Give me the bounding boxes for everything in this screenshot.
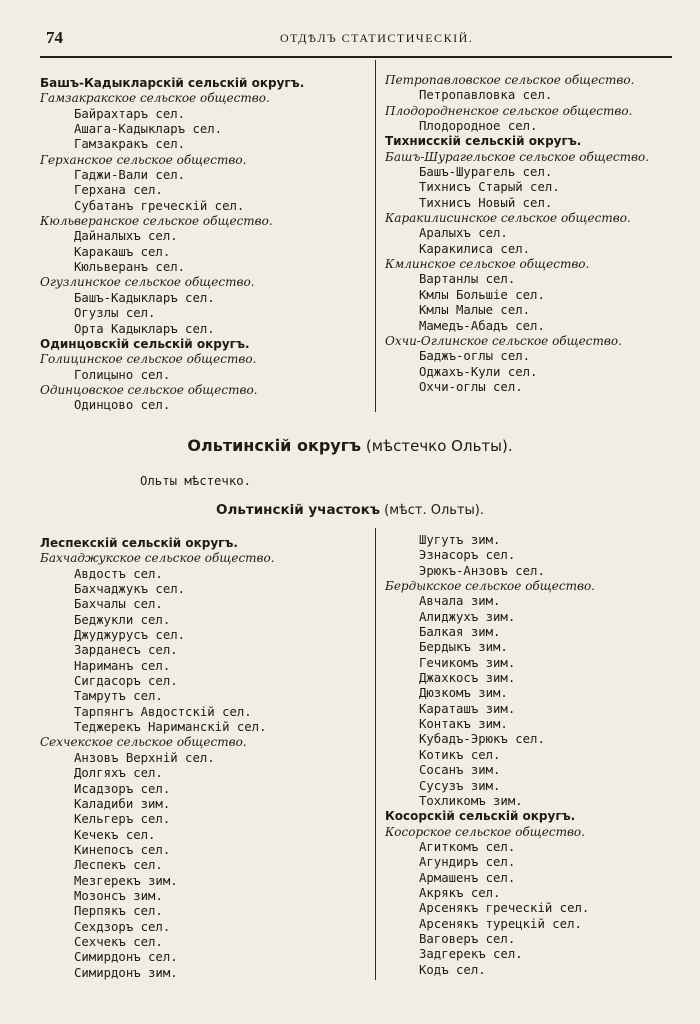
settlement-entry: Гамзакракъ сел. [74,137,186,152]
settlement-entry: Алиджухъ зим. [419,609,516,624]
district-heading: Тихнисскій сельскій округъ. [385,134,582,149]
settlement-entry: Субатанъ греческій сел. [74,198,245,213]
society-heading: Бахчаджукское сельское общество. [40,551,275,566]
settlement-entry: Мамедъ-Абадъ сел. [419,318,545,333]
settlement-entry: Сигдасоръ сел. [74,674,178,689]
settlement-entry: Анзовъ Верхній сел. [74,750,215,765]
settlement-entry: Кмлы Большіе сел. [419,287,545,302]
section-name: Ольтинскій участокъ [215,502,381,518]
settlement-entry: Сехчекъ сел. [74,934,163,949]
settlement-entry: Ашага-Кадыкларъ сел. [74,122,223,137]
settlement-entry: Голицыно сел. [74,367,171,382]
society-heading: Плодородненское сельское общество. [385,103,633,118]
settlement-entry: Беджукли сел. [74,612,171,627]
settlement-entry: Перпякъ сел. [74,904,163,919]
settlement-entry: Армашенъ сел. [419,870,516,885]
settlement-entry: Тамрутъ сел. [74,689,163,704]
settlement-entry: Авдостъ сел. [74,566,163,581]
settlement-entry: Долгяхъ сел. [74,766,163,781]
settlement-entry: Кечекъ сел. [74,827,156,842]
settlement-entry: Джахкосъ зим. [419,671,516,686]
settlement-entry: Кюльверанъ сел. [74,260,186,275]
settlement-entry: Симирдонъ зим. [74,965,178,980]
settlement-entry: Нариманъ сел. [74,658,171,673]
settlement-entry: Балкая зим. [419,625,501,640]
town-line: Ольты мѣстечко. [140,474,252,488]
settlement-entry: Агиткомъ сел. [419,839,516,854]
society-heading: Бердыкское сельское общество. [385,579,595,594]
settlement-entry: Охчи-оглы сел. [419,379,523,394]
settlement-entry: Бахчаджукъ сел. [74,582,186,597]
settlement-entry: Шугутъ зим. [419,533,501,547]
page-number: 74 [46,28,63,47]
settlement-entry: Башъ-Шурагель сел. [419,165,553,180]
society-heading: Кюльверанское сельское общество. [40,214,273,229]
society-heading: Башъ-Шурагельское сельское общество. [385,149,650,164]
settlement-entry: Байрахтаръ сел. [74,106,186,121]
page-header [40,26,672,52]
settlement-entry: Одинцово сел. [74,398,171,413]
district-heading: Башъ-Кадыкларскій сельскій округъ. [40,76,305,90]
society-heading: Кмлинское сельское общество. [385,257,590,272]
bottom-right-column [385,533,595,978]
section-note: (мѣст. Ольты). [384,503,485,518]
district-name: Ольтинскій округъ [187,436,362,455]
settlement-entry: Кмлы Малые сел. [419,303,531,318]
settlement-entry: Мозонсъ зим. [74,888,163,903]
settlement-entry: Герхана сел. [74,183,163,198]
district-heading: Косорскій сельскій округъ. [385,809,576,824]
settlement-entry: Каракашъ сел. [74,244,171,259]
section-title [0,502,700,518]
header-rule [40,56,672,58]
settlement-entry: Аралыхъ сел. [419,226,508,241]
settlement-entry: Кодъ сел. [419,962,486,977]
settlement-entry: Плодородное сел. [419,119,538,134]
settlement-entry: Кубадъ-Эрюкъ сел. [419,732,545,747]
settlement-entry: Сусузъ зим. [419,778,501,793]
settlement-entry: Котикъ сел. [419,747,501,762]
society-heading: Охчи-Оглинское сельское общество. [385,333,622,348]
settlement-entry: Оджахъ-Кули сел. [419,364,538,379]
settlement-entry: Тарпянгъ Авдостскій сел. [74,704,252,719]
society-heading: Герханское сельское общество. [40,152,247,167]
settlement-entry: Арсенякъ турецкій сел. [419,916,582,931]
district-heading: Одинцовскій сельскій округъ. [40,336,250,351]
society-heading: Одинцовское сельское общество. [40,382,258,397]
district-note: (мѣстечко Ольты). [365,437,513,455]
settlement-entry: Агундиръ сел. [419,855,516,870]
settlement-entry: Симирдонъ сел. [74,950,178,965]
settlement-entry: Бердыкъ зим. [419,640,508,655]
society-heading: Гамзакракское сельское общество. [40,91,270,106]
settlement-entry: Кельгеръ сел. [74,812,171,827]
settlement-entry: Каракилиса сел. [419,241,531,256]
settlement-entry: Зарданесъ сел. [74,643,178,658]
settlement-entry: Кинепосъ сел. [74,842,171,857]
settlement-entry: Дюзкомъ зим. [419,686,508,701]
settlement-entry: Баджъ-оглы сел. [419,349,531,364]
settlement-entry: Задгерекъ сел. [419,947,523,962]
settlement-entry: Караташъ зим. [419,701,516,716]
settlement-entry: Леспекъ сел. [74,858,163,873]
column-divider-top [375,60,376,412]
settlement-entry: Дайналыхъ сел. [74,229,178,244]
settlement-entry: Исадзоръ сел. [74,781,171,796]
settlement-entry: Контакъ зим. [419,717,508,732]
column-divider-bottom [375,528,376,980]
district-heading: Леспекскій сельскій округъ. [40,536,238,550]
running-head: ОТДѢЛЪ СТАТИСТИЧЕСКІЙ. [280,31,474,45]
society-heading: Голицинское сельское общество. [40,352,257,367]
society-heading: Огузлинское сельское общество. [40,275,255,290]
settlement-entry: Тихнисъ Старый сел. [419,180,560,195]
settlement-entry: Петропавловка сел. [419,88,553,103]
settlement-entry: Вартанлы сел. [419,272,516,287]
settlement-entry: Сехдзоръ сел. [74,919,171,934]
settlement-entry: Огузлы сел. [74,306,156,321]
settlement-entry: Башъ-Кадыкларъ сел. [74,290,215,305]
settlement-entry: Гаджи-Вали сел. [74,168,186,183]
settlement-entry: Акрякъ сел. [419,885,501,900]
settlement-entry: Бахчалы сел. [74,597,163,612]
society-heading: Петропавловское сельское общество. [385,73,635,87]
settlement-entry: Мезгерекъ зим. [74,873,178,888]
settlement-entry: Тихнисъ Новый сел. [419,195,553,210]
settlement-entry: Эрюкъ-Анзовъ сел. [419,563,545,578]
society-heading: Каракилисинское сельское общество. [385,211,631,226]
settlement-entry: Арсенякъ греческій сел. [419,901,590,916]
top-left-column [40,76,304,414]
settlement-entry: Гечикомъ зим. [419,655,516,670]
settlement-entry: Каладиби зим. [74,796,171,811]
settlement-entry: Орта Кадыкларъ сел. [74,321,215,336]
society-heading: Сехчекское сельское общество. [40,735,247,750]
top-right-column [385,73,649,395]
bottom-left-column [40,536,275,981]
district-title [0,436,700,455]
settlement-entry: Сосанъ зим. [419,763,501,778]
settlement-entry: Джуджурусъ сел. [74,628,186,643]
society-heading: Косорское сельское общество. [385,824,585,839]
settlement-entry: Эзнасоръ сел. [419,548,516,563]
settlement-entry: Теджерекъ Нариманскій сел. [74,720,267,735]
settlement-entry: Авчала зим. [419,594,501,609]
settlement-entry: Тохликомъ зим. [419,793,523,808]
settlement-entry: Ваговеръ сел. [419,931,516,946]
